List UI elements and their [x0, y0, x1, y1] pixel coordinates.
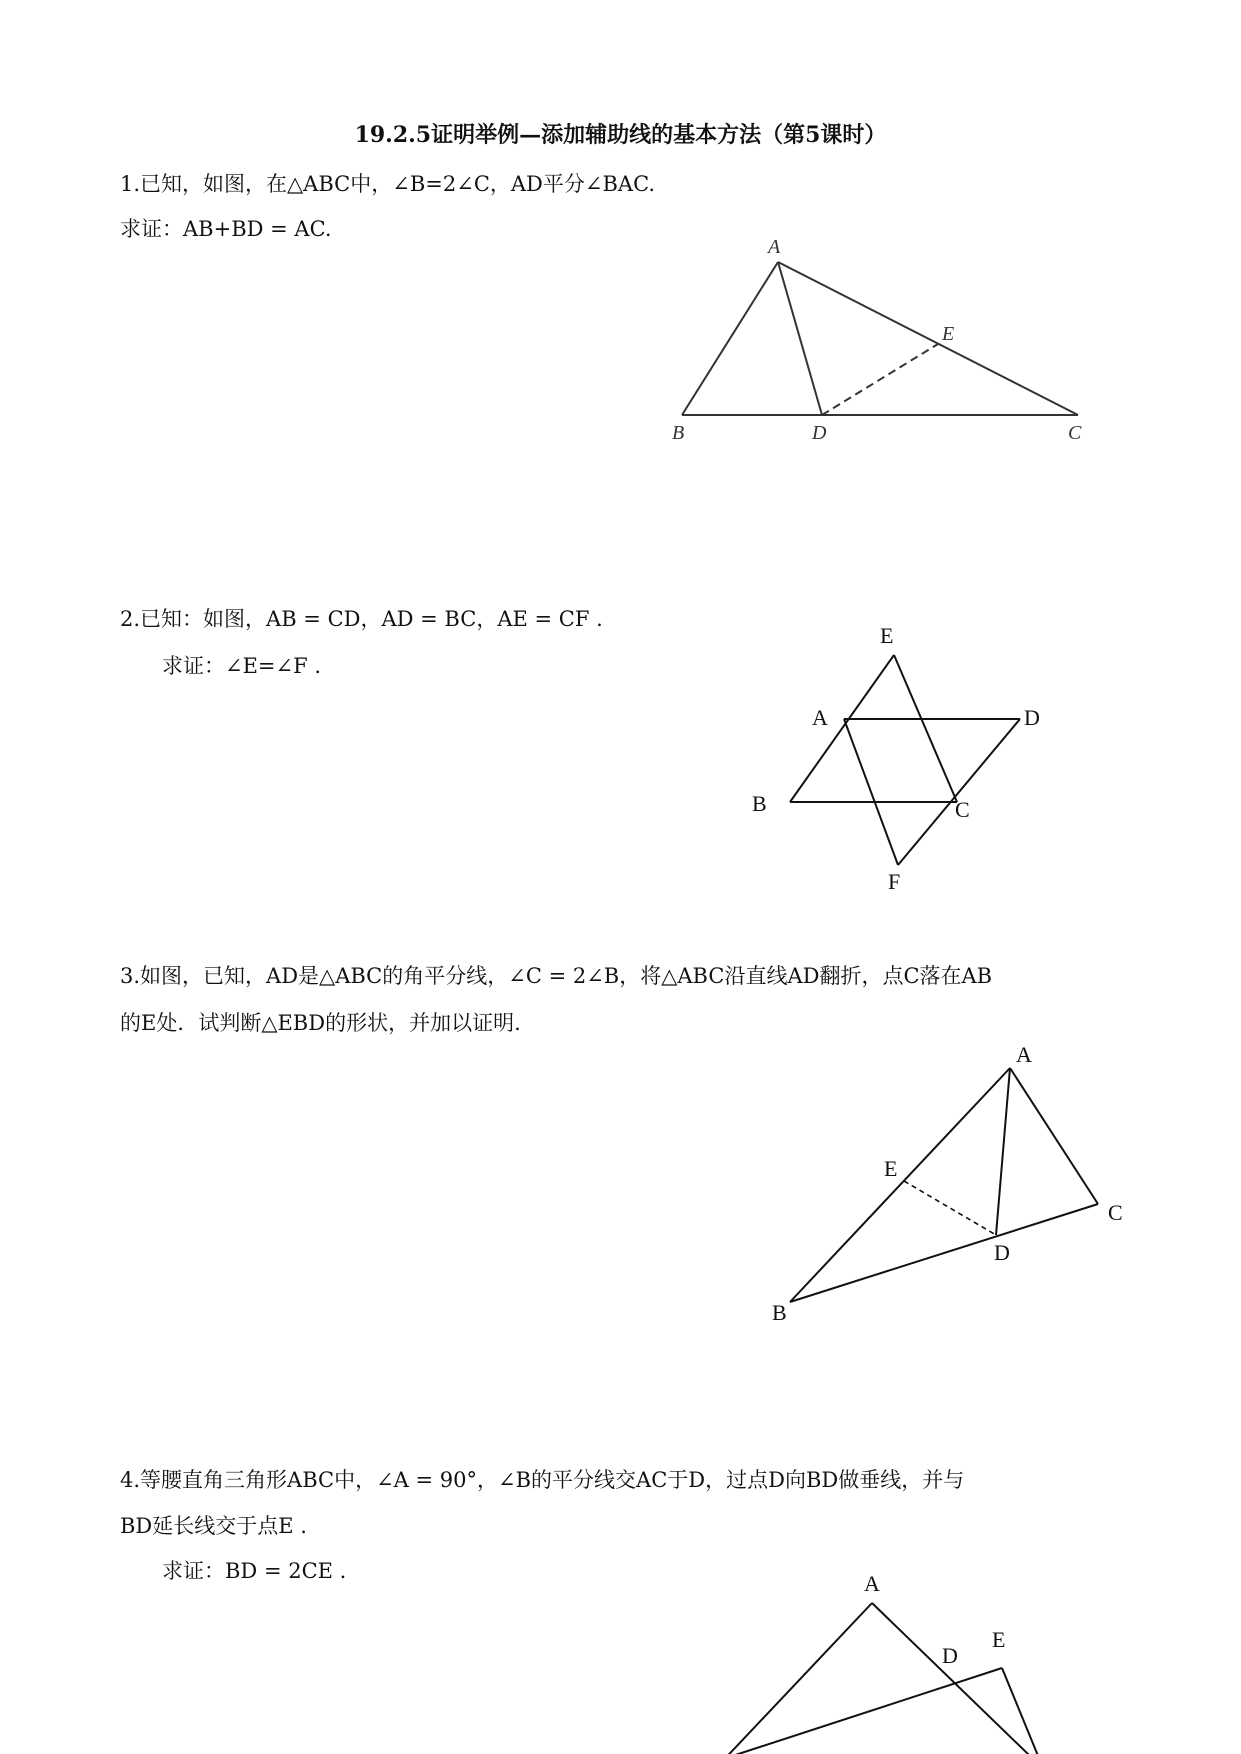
label-a: A	[864, 1571, 880, 1596]
label-e: E	[942, 323, 955, 345]
label-c: C	[1108, 1200, 1123, 1225]
label-c: C	[1068, 422, 1082, 444]
label-b: B	[672, 422, 685, 444]
label-e: E	[880, 623, 894, 648]
problem-4-prove: 求证：BD = 2CE .	[162, 1559, 347, 1583]
label-a: A	[812, 705, 828, 730]
problem-1-prove: 求证：AB+BD = AC.	[120, 217, 332, 241]
label-d: D	[942, 1643, 958, 1668]
problem-2-figure	[740, 625, 1060, 895]
problem-2-statement: 2.已知：如图，AB = CD，AD = BC，AE = CF .	[120, 607, 603, 631]
problem-4-figure	[690, 1555, 1090, 1754]
page-title: 19.2.5证明举例—添加辅助线的基本方法（第5课时）	[354, 122, 887, 148]
label-a: A	[1016, 1042, 1032, 1067]
problem-3-statement: 3.如图，已知，AD是△ABC的角平分线，∠C = 2∠B，将△ABC沿直线AD翻折，点C落在AB	[120, 964, 993, 988]
label-b: B	[752, 791, 767, 816]
problem-2-prove: 求证：∠E=∠F .	[162, 654, 322, 678]
label-f: F	[888, 869, 901, 894]
label-d: D	[1024, 705, 1040, 730]
problem-1-figure	[660, 235, 1090, 445]
label-e: E	[884, 1156, 898, 1181]
label-e: E	[992, 1627, 1006, 1652]
problem-4-statement: 4.等腰直角三角形ABC中，∠A = 90°，∠B的平分线交AC于D，过点D向BD做垂线，并与	[120, 1468, 965, 1492]
label-a: A	[768, 236, 781, 258]
problem-3-conclusion: 的E处．试判断△EBD的形状，并加以证明.	[120, 1011, 521, 1035]
problem-3-figure	[760, 1040, 1140, 1330]
problem-1-statement: 1.已知，如图，在△ABC中，∠B=2∠C，AD平分∠BAC.	[120, 172, 656, 196]
label-d: D	[994, 1240, 1010, 1265]
label-b: B	[772, 1300, 787, 1325]
label-c: C	[955, 797, 970, 822]
problem-4-statement-cont: BD延长线交于点E .	[120, 1514, 307, 1538]
label-d: D	[812, 422, 827, 444]
